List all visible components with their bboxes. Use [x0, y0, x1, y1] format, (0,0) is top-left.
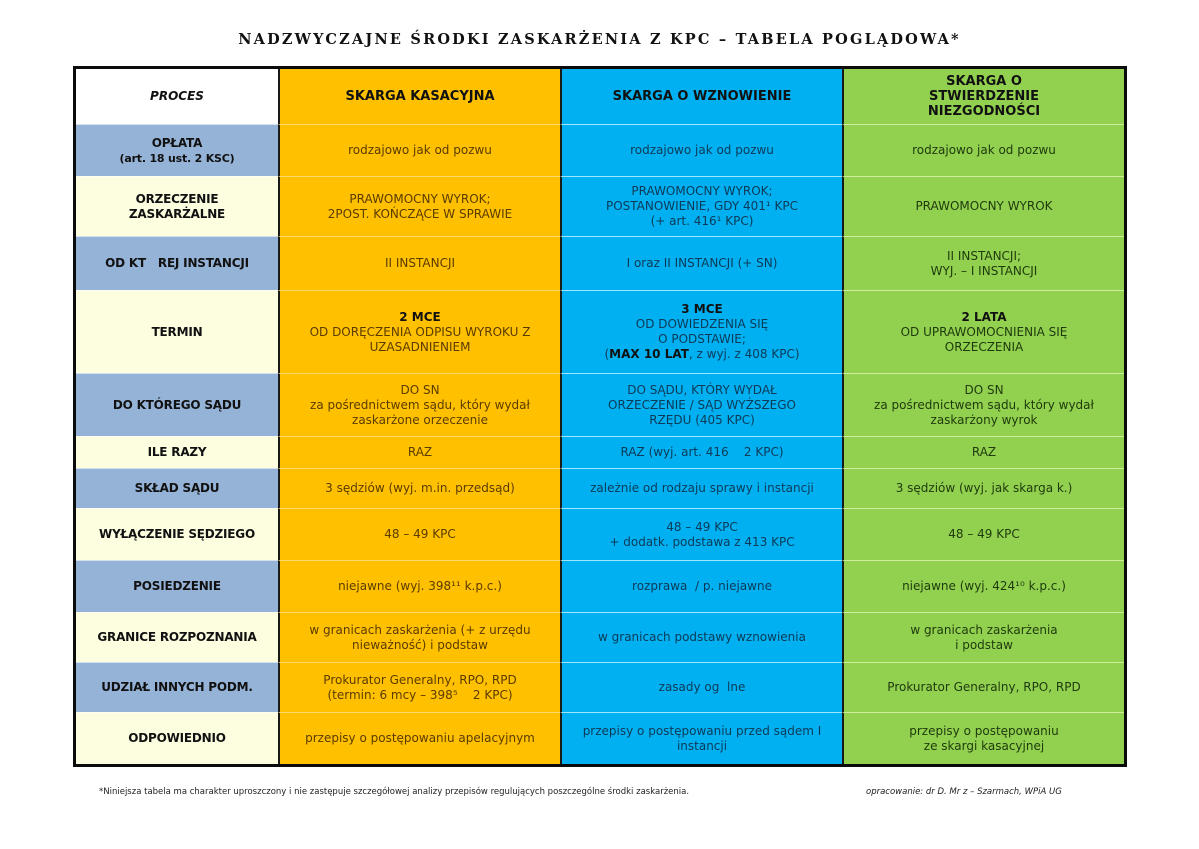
- cell-text: przepisy o postępowaniu: [909, 723, 1059, 738]
- cell-text: , z wyj. z 408 KPC): [688, 347, 800, 361]
- author-credit: opracowanie: dr D. Mr z – Szarmach, WPiA UG: [866, 787, 1062, 797]
- cell-text: OD DORĘCZENIA ODPISU WYROKU Z: [309, 324, 531, 339]
- row-label-posiedzenie: [76, 560, 278, 612]
- cell-text: 48 – 49 KPC: [948, 527, 1020, 541]
- cell-niezgodnosc: [842, 662, 1124, 712]
- header-niezgodnosc-text: SKARGA O STWIERDZENIE NIEZGODNOŚCI: [927, 74, 1041, 119]
- header-skarga-o-stwierdzenie: [842, 69, 1124, 124]
- cell-niezgodnosc: [842, 373, 1124, 436]
- cell-text: II INSTANCJI: [384, 256, 456, 270]
- cell-niezgodnosc: [842, 236, 1124, 290]
- cell-text: OD UPRAWOMOCNIENIA SIĘ: [900, 324, 1068, 339]
- label-line: GRANICE ROZPOZNANIA: [97, 630, 257, 644]
- cell-text: 48 – 49 KPC: [384, 527, 456, 541]
- label-line: ZASKARŻALNE: [128, 206, 226, 221]
- cell-niezgodnosc: [842, 612, 1124, 662]
- cell-text: ze skargi kasacyjnej: [923, 738, 1045, 753]
- label-line: DO KTÓREGO SĄDU: [112, 397, 242, 412]
- table-row: [76, 612, 1124, 662]
- cell-wznowienie: [560, 236, 842, 290]
- table-row: [76, 436, 1124, 468]
- cell-text: ORZECZENIE / SĄD WYŻSZEGO: [608, 397, 796, 412]
- cell-text: I oraz II INSTANCJI (+ SN): [626, 256, 778, 270]
- cell-text: POSTANOWIENIE, GDY 401¹ KPC: [605, 199, 799, 213]
- label-line: ODPOWIEDNIO: [128, 731, 226, 745]
- cell-text: RAZ: [407, 445, 433, 459]
- cell-text-bold: 2 LATA: [961, 309, 1007, 324]
- table-row: [76, 124, 1124, 176]
- row-label-od-ktorej-instancji: [76, 236, 278, 290]
- cell-text: rozprawa / p. niejawne: [632, 579, 772, 593]
- label-line: OD KT REJ INSTANCJI: [105, 256, 249, 270]
- row-label-odpowiednio: [76, 712, 278, 764]
- cell-text: niejawne (wyj. 424¹⁰ k.p.c.): [902, 579, 1066, 593]
- cell-wznowienie: [560, 560, 842, 612]
- cell-text: 3 sędziów (wyj. jak skarga k.): [895, 481, 1073, 495]
- table-row: [76, 176, 1124, 236]
- label-line: POSIEDZENIE: [133, 579, 221, 593]
- cell-text: DO SĄDU, KTÓRY WYDAŁ: [627, 382, 777, 397]
- cell-text: PRAWOMOCNY WYROK: [915, 199, 1053, 213]
- cell-text: (termin: 6 mcy – 398⁵ 2 KPC): [327, 687, 513, 702]
- cell-text: WYJ. – I INSTANCJI: [930, 263, 1038, 278]
- cell-kasacyjna: [278, 712, 560, 764]
- cell-kasacyjna: [278, 662, 560, 712]
- cell-text: zaskarżony wyrok: [930, 412, 1038, 427]
- cell-kasacyjna: [278, 176, 560, 236]
- cell-text: RZĘDU (405 KPC): [649, 412, 755, 427]
- label-line: WYŁĄCZENIE SĘDZIEGO: [99, 527, 255, 541]
- cell-niezgodnosc: [842, 508, 1124, 560]
- cell-wznowienie: [560, 712, 842, 764]
- cell-text: OD DOWIEDZENIA SIĘ: [635, 317, 769, 331]
- cell-text: ORZECZENIA: [944, 339, 1024, 354]
- row-label-granice-rozpoznania: [76, 612, 278, 662]
- cell-text: przepisy o postępowaniu apelacyjnym: [305, 731, 535, 745]
- cell-text: niejawne (wyj. 398¹¹ k.p.c.): [338, 579, 502, 593]
- row-label-termin: [76, 290, 278, 373]
- cell-wznowienie: [560, 612, 842, 662]
- cell-text: Prokurator Generalny, RPO, RPD: [887, 680, 1081, 694]
- cell-wznowienie: [560, 176, 842, 236]
- cell-text: instancji: [676, 738, 728, 753]
- table-row: [76, 290, 1124, 373]
- cell-text: RAZ (wyj. art. 416 2 KPC): [620, 445, 784, 459]
- cell-wznowienie: [560, 662, 842, 712]
- cell-text: DO SN: [964, 382, 1004, 397]
- cell-text: 2POST. KOŃCZĄCE W SPRAWIE: [327, 206, 513, 221]
- cell-text: (+ art. 416¹ KPC): [650, 214, 754, 228]
- cell-wznowienie: [560, 373, 842, 436]
- cell-text-bold: 2 MCE: [399, 309, 441, 324]
- cell-text: Prokurator Generalny, RPO, RPD: [323, 672, 517, 687]
- cell-text: PRAWOMOCNY WYROK;: [631, 184, 773, 198]
- cell-kasacyjna: [278, 560, 560, 612]
- cell-kasacyjna: [278, 124, 560, 176]
- cell-text: w granicach podstawy wznowienia: [598, 630, 806, 644]
- table-row: [76, 712, 1124, 764]
- table-row: [76, 560, 1124, 612]
- cell-kasacyjna: [278, 236, 560, 290]
- cell-text: przepisy o postępowaniu przed sądem I: [582, 723, 822, 738]
- cell-text: 48 – 49 KPC: [666, 519, 738, 534]
- cell-kasacyjna: [278, 436, 560, 468]
- label-line: OPŁATA: [151, 135, 203, 150]
- cell-niezgodnosc: [842, 124, 1124, 176]
- cell-text: w granicach zaskarżenia (+ z urzędu: [309, 622, 531, 637]
- cell-text: zasady og lne: [658, 680, 746, 694]
- label-line: ILE RAZY: [147, 445, 207, 459]
- document-title: NADZWYCZAJNE ŚRODKI ZASKARŻENIA Z KPC – TABELA POGLĄDOWA*: [238, 31, 961, 48]
- row-label-orzeczenie: [76, 176, 278, 236]
- table-row: [76, 468, 1124, 508]
- cell-wznowienie: [560, 290, 842, 373]
- table-row: [76, 662, 1124, 712]
- header-skarga-o-wznowienie: SKARGA O WZNOWIENIE: [560, 69, 842, 124]
- label-line: ORZECZENIE: [135, 191, 219, 206]
- cell-kasacyjna: [278, 373, 560, 436]
- header-label-proces: PROCES: [76, 69, 278, 124]
- cell-kasacyjna: [278, 508, 560, 560]
- cell-kasacyjna: [278, 290, 560, 373]
- cell-wznowienie: [560, 468, 842, 508]
- cell-text: zaskarżone orzeczenie: [352, 412, 488, 427]
- cell-text-max: (MAX 10 LAT, z wyj. z 408 KPC): [604, 347, 800, 361]
- cell-wznowienie: [560, 508, 842, 560]
- cell-text-bold: MAX 10 LAT: [609, 347, 689, 361]
- header-skarga-kasacyjna: SKARGA KASACYJNA: [278, 69, 560, 124]
- label-line: UDZIAŁ INNYCH PODM.: [101, 680, 253, 694]
- row-label-do-ktorego-sadu: [76, 373, 278, 436]
- table-header-row: [76, 69, 1124, 124]
- cell-text: RAZ: [971, 445, 997, 459]
- cell-kasacyjna: [278, 468, 560, 508]
- label-line: TERMIN: [151, 324, 203, 339]
- cell-wznowienie: [560, 436, 842, 468]
- cell-text: UZASADNIENIEM: [369, 339, 471, 354]
- cell-kasacyjna: [278, 612, 560, 662]
- table-row: [76, 373, 1124, 436]
- footnote: *Niniejsza tabela ma charakter uproszczony i nie zastępuje szczegółowej analizy przepisów regulujących poszczególne środki zaskarżenia.: [99, 787, 690, 797]
- cell-niezgodnosc: [842, 468, 1124, 508]
- cell-niezgodnosc: [842, 176, 1124, 236]
- cell-niezgodnosc: [842, 560, 1124, 612]
- cell-text-bold: 3 MCE: [681, 302, 723, 316]
- row-label-oplata: [76, 124, 278, 176]
- row-label-wylaczenie-sedziego: [76, 508, 278, 560]
- cell-text: i podstaw: [955, 637, 1013, 652]
- cell-text: za pośrednictwem sądu, który wydał: [874, 397, 1094, 412]
- cell-niezgodnosc: [842, 712, 1124, 764]
- cell-niezgodnosc: [842, 290, 1124, 373]
- row-label-sklad-sadu: [76, 468, 278, 508]
- cell-niezgodnosc: [842, 436, 1124, 468]
- cell-text: PRAWOMOCNY WYROK;: [349, 191, 491, 206]
- cell-text: 3 sędziów (wyj. m.in. przedsąd): [325, 481, 515, 495]
- cell-text: za pośrednictwem sądu, który wydał: [310, 397, 530, 412]
- table-row: [76, 236, 1124, 290]
- row-label-ile-razy: [76, 436, 278, 468]
- label-line: SKŁAD SĄDU: [134, 481, 220, 495]
- cell-text: + dodatk. podstawa z 413 KPC: [609, 534, 795, 549]
- cell-text: rodzajowo jak od pozwu: [630, 143, 774, 157]
- cell-text: rodzajowo jak od pozwu: [912, 143, 1056, 157]
- comparison-table: [73, 66, 1127, 767]
- label-line: (art. 18 ust. 2 KSC): [119, 151, 235, 165]
- cell-text: rodzajowo jak od pozwu: [348, 143, 492, 157]
- cell-text: O PODSTAWIE;: [658, 332, 746, 346]
- cell-text: nieważność) i podstaw: [352, 637, 488, 652]
- table-row: [76, 508, 1124, 560]
- cell-text: zależnie od rodzaju sprawy i instancji: [590, 481, 814, 495]
- cell-text: II INSTANCJI;: [946, 248, 1022, 263]
- cell-text: w granicach zaskarżenia: [910, 622, 1058, 637]
- row-label-udzial-innych-podm: [76, 662, 278, 712]
- cell-text: DO SN: [400, 382, 440, 397]
- cell-wznowienie: [560, 124, 842, 176]
